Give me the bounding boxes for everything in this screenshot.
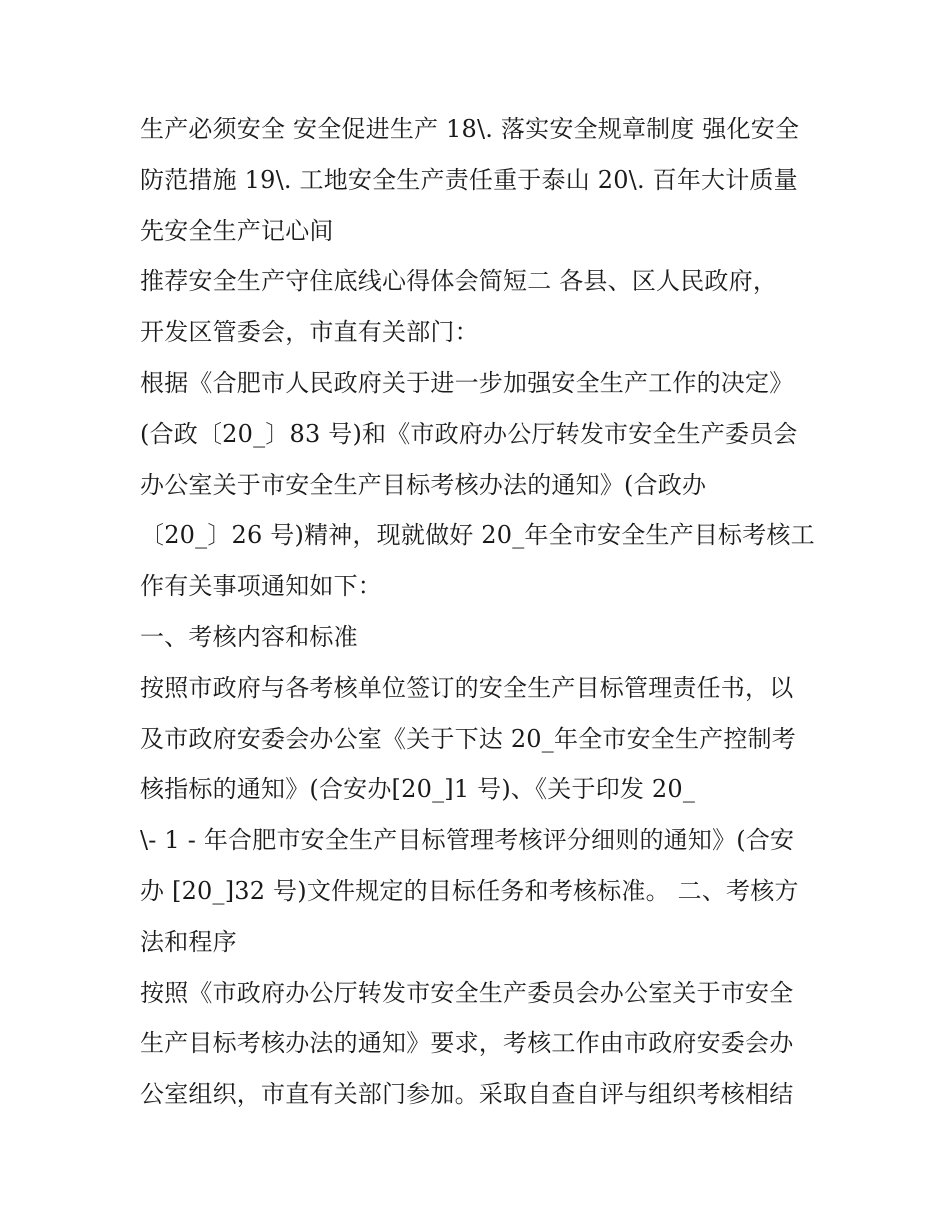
text-line: 法和程序: [140, 927, 237, 956]
text-line: 防范措施 19\. 工地安全生产责任重于泰山 20\. 百年大计质量: [140, 165, 798, 194]
section-heading: 一、考核内容和标准: [140, 622, 358, 651]
text-line: 作有关事项通知如下：: [140, 572, 382, 601]
text-line: \- 1 - 年合肥市安全生产目标管理考核评分细则的通知》(合安: [140, 826, 795, 855]
document-body: [140, 104, 840, 1120]
text-line: 生产必须安全 安全促进生产 18\. 落实安全规章制度 强化安全: [140, 115, 800, 143]
text-line: 公室组织，市直有关部门参加。采取自查自评与组织考核相结: [140, 1080, 794, 1109]
text-line: 核指标的通知》(合安办[20_]1 号)、《关于印发 20_: [140, 775, 696, 804]
text-line: 〔20_〕26 号)精神，现就做好 20_年全市安全生产目标考核工: [140, 521, 815, 550]
text-line: 推荐安全生产守住底线心得体会简短二 各县、区人民政府，: [140, 267, 778, 296]
text-line: 办 [20_]32 号)文件规定的目标任务和考核标准。 二、考核方: [140, 876, 799, 905]
text-line: 办公室关于市安全生产目标考核办法的通知》(合政办: [140, 470, 707, 499]
text-line: 先安全生产记心间: [140, 216, 334, 245]
text-line: 按照市政府与各考核单位签订的安全生产目标管理责任书，以: [140, 673, 794, 702]
text-line: 按照《市政府办公厅转发市安全生产委员会办公室关于市安全: [140, 978, 794, 1007]
text-line: 及市政府安委会办公室《关于下达 20_年全市安全生产控制考: [140, 724, 796, 753]
text-line: 开发区管委会，市直有关部门：: [140, 318, 479, 347]
text-line: 生产目标考核办法的通知》要求，考核工作由市政府安委会办: [140, 1029, 794, 1058]
text-line: (合政〔20_〕83 号)和《市政府办公厅转发市安全生产委员会: [140, 419, 798, 448]
text-line: 根据《合肥市人民政府关于进一步加强安全生产工作的决定》: [140, 368, 794, 397]
